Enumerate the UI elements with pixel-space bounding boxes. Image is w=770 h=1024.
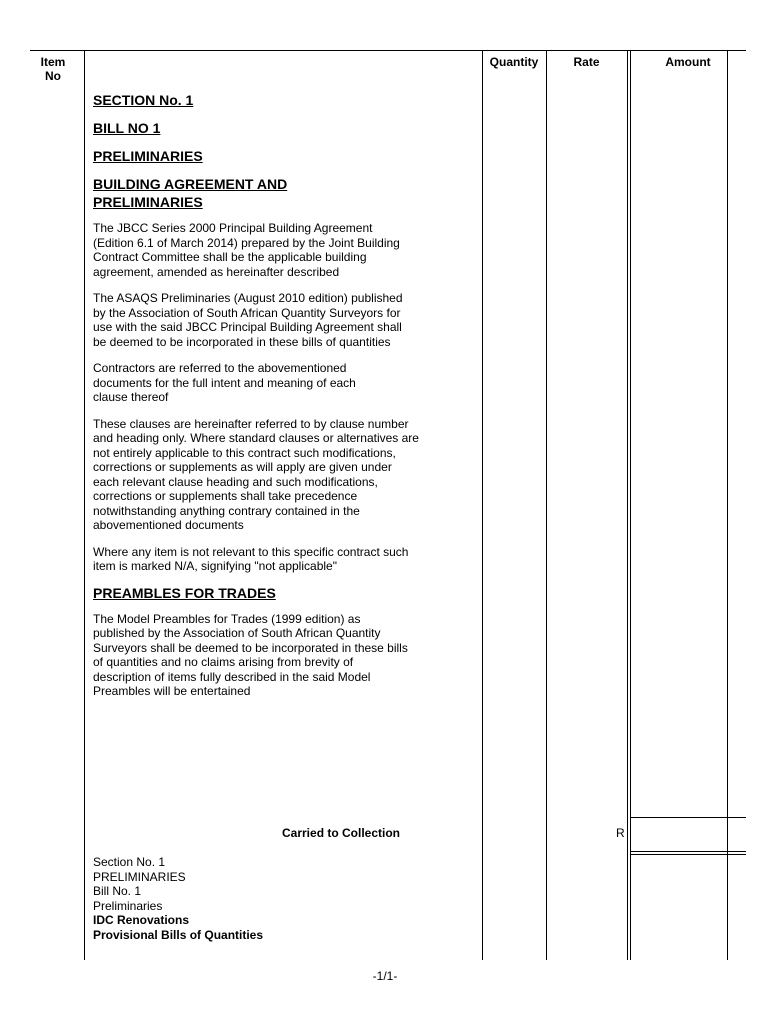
footer-bill: Bill No. 1 (93, 884, 142, 898)
footer-bill-title: Preliminaries (93, 898, 163, 913)
rate-header: Rate (573, 55, 600, 69)
preambles-heading: PREAMBLES FOR TRADES (93, 584, 276, 601)
quantity-column-divider (546, 50, 547, 960)
description-content (93, 91, 423, 699)
footer-section: Section No. 1 (93, 855, 166, 869)
bill-heading: BILL NO 1 (93, 120, 161, 136)
rate-column-divider-left (627, 50, 628, 960)
bill-footer (93, 855, 263, 942)
item-column-divider (84, 50, 85, 960)
item-no-header (30, 55, 76, 83)
agreement-heading: BUILDING AGREEMENT AND PRELIMINARIES (93, 176, 288, 210)
preliminaries-heading: PRELIMINARIES (93, 148, 203, 164)
section-heading: SECTION No. 1 (93, 92, 194, 108)
description-column-divider (482, 50, 483, 960)
page-number: -1/1- (372, 969, 398, 983)
paragraph-clauses: These clauses are hereinafter referred to by clause number and heading only. Where standard clauses or alternatives are not entirely applicable to this contract such modifications, corrections or supplements as will apply are given under each relevant clause heading and such modifications, corrections or supplements shall take precedence notwithstanding anything contrary contained in the abovementioned documents (93, 416, 419, 532)
paragraph-jbcc: The JBCC Series 2000 Principal Building Agreement (Edition 6.1 of March 2014) prepared by the Joint Building Contract Committee shall be the applicable building agreement, amended as hereinafter described (93, 221, 400, 279)
carried-to-collection-label: Carried to Collection (282, 826, 401, 840)
paragraph-asaqs: The ASAQS Preliminaries (August 2010 edition) published by the Association of South African Quantity Surveyors for use with the said JBCC Principal Building Agreement shall be deemed to be incorporated in these bills of quantities (93, 291, 403, 349)
footer-section-title: PRELIMINARIES (93, 869, 186, 884)
paragraph-not-applicable: Where any item is not relevant to this specific contract such item is marked N/A, signifying "not applicable" (93, 544, 409, 573)
currency-symbol: R (616, 826, 625, 840)
rate-column-divider-right (630, 50, 631, 960)
footer-document: Provisional Bills of Quantities (93, 927, 264, 942)
total-double-rule-1 (630, 851, 746, 852)
amount-header: Amount (665, 55, 711, 69)
top-rule (30, 50, 746, 51)
amount-column-divider (727, 50, 728, 960)
total-top-rule (630, 817, 746, 818)
quantity-header: Quantity (489, 55, 539, 69)
item-header-label: Item No (40, 55, 66, 83)
footer-project: IDC Renovations (93, 913, 190, 927)
paragraph-preambles: The Model Preambles for Trades (1999 edition) as published by the Association of South African Quantity Surveyors shall be deemed to be incorporated in these bills of quantities and no claims arising from brevity of description of items fully described in the said Model Preambles will be entertained (93, 611, 408, 698)
total-double-rule-2 (630, 854, 746, 855)
paragraph-contractors: Contractors are referred to the abovementioned documents for the full intent and meaning of each clause thereof (93, 361, 356, 404)
